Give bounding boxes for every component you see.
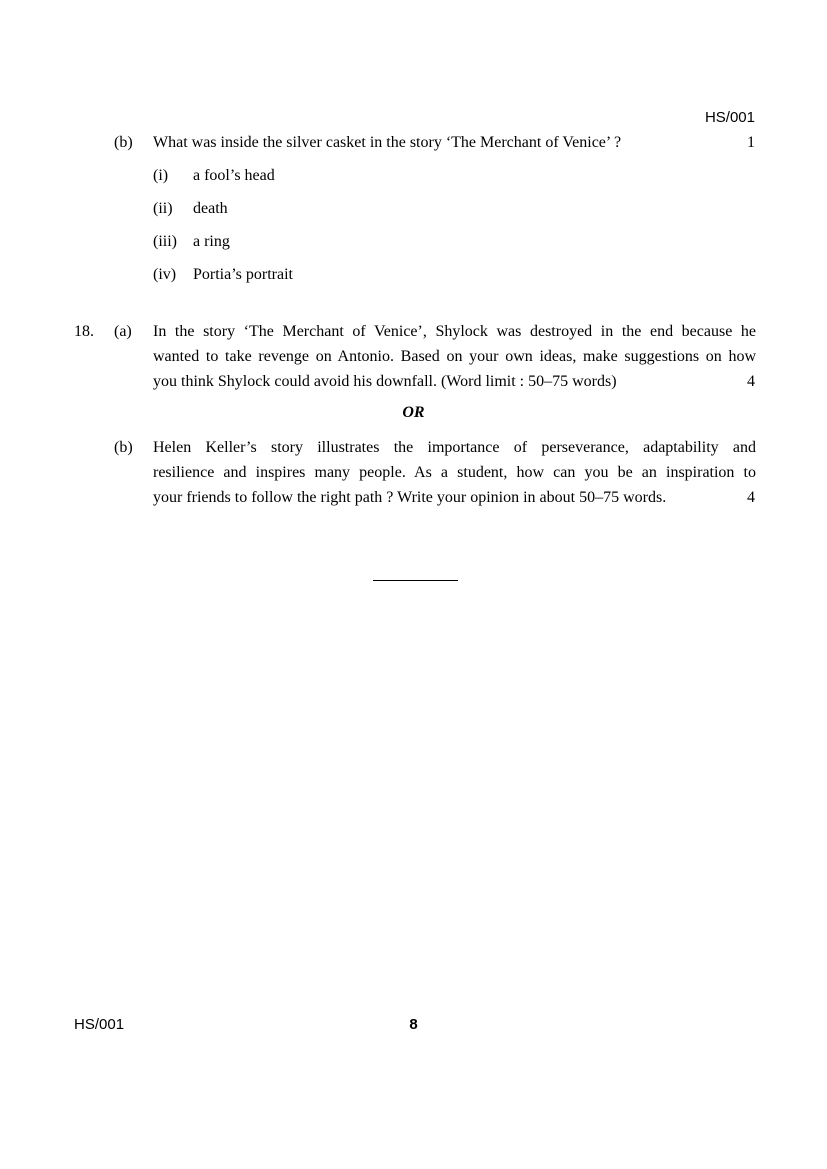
q18b-line-3: your friends to follow the right path ? Write your opinion in about 50–75 words. [153, 489, 667, 506]
option-text: a fool’s head [193, 167, 275, 184]
q18a-marks: 4 [747, 373, 755, 390]
option-roman: (iv) [153, 266, 177, 283]
option-text: death [193, 200, 228, 217]
end-rule [373, 580, 458, 581]
q18a-label: (a) [114, 323, 132, 340]
or-separator: OR [402, 404, 425, 421]
q18b-line-2: resilience and inspires many people. As a student, how can you be an inspiration to [153, 464, 756, 481]
q18b-marks: 4 [747, 489, 755, 506]
option-roman: (i) [153, 167, 169, 184]
q17b-label: (b) [114, 134, 133, 151]
option-roman: (ii) [153, 200, 173, 217]
option-text: a ring [193, 233, 230, 250]
q18a-line-2: wanted to take revenge on Antonio. Based on your own ideas, make suggestions on how [153, 348, 756, 365]
q18a-line-1: In the story ‘The Merchant of Venice’, Shylock was destroyed in the end because he [153, 323, 756, 340]
q18a-line-3: you think Shylock could avoid his downfall. (Word limit : 50–75 words) [153, 373, 617, 390]
page-number: 8 [409, 1016, 418, 1033]
q18b-line-1: Helen Keller’s story illustrates the importance of perseverance, adaptability and [153, 439, 756, 456]
q18-number: 18. [74, 323, 94, 340]
footer-code: HS/001 [74, 1016, 125, 1033]
option-roman: (iii) [153, 233, 177, 250]
header-code: HS/001 [704, 109, 755, 126]
q17b-marks: 1 [747, 134, 755, 151]
q17b-text: What was inside the silver casket in the story ‘The Merchant of Venice’ ? [153, 134, 622, 151]
q18b-label: (b) [114, 439, 133, 456]
option-text: Portia’s portrait [193, 266, 293, 283]
